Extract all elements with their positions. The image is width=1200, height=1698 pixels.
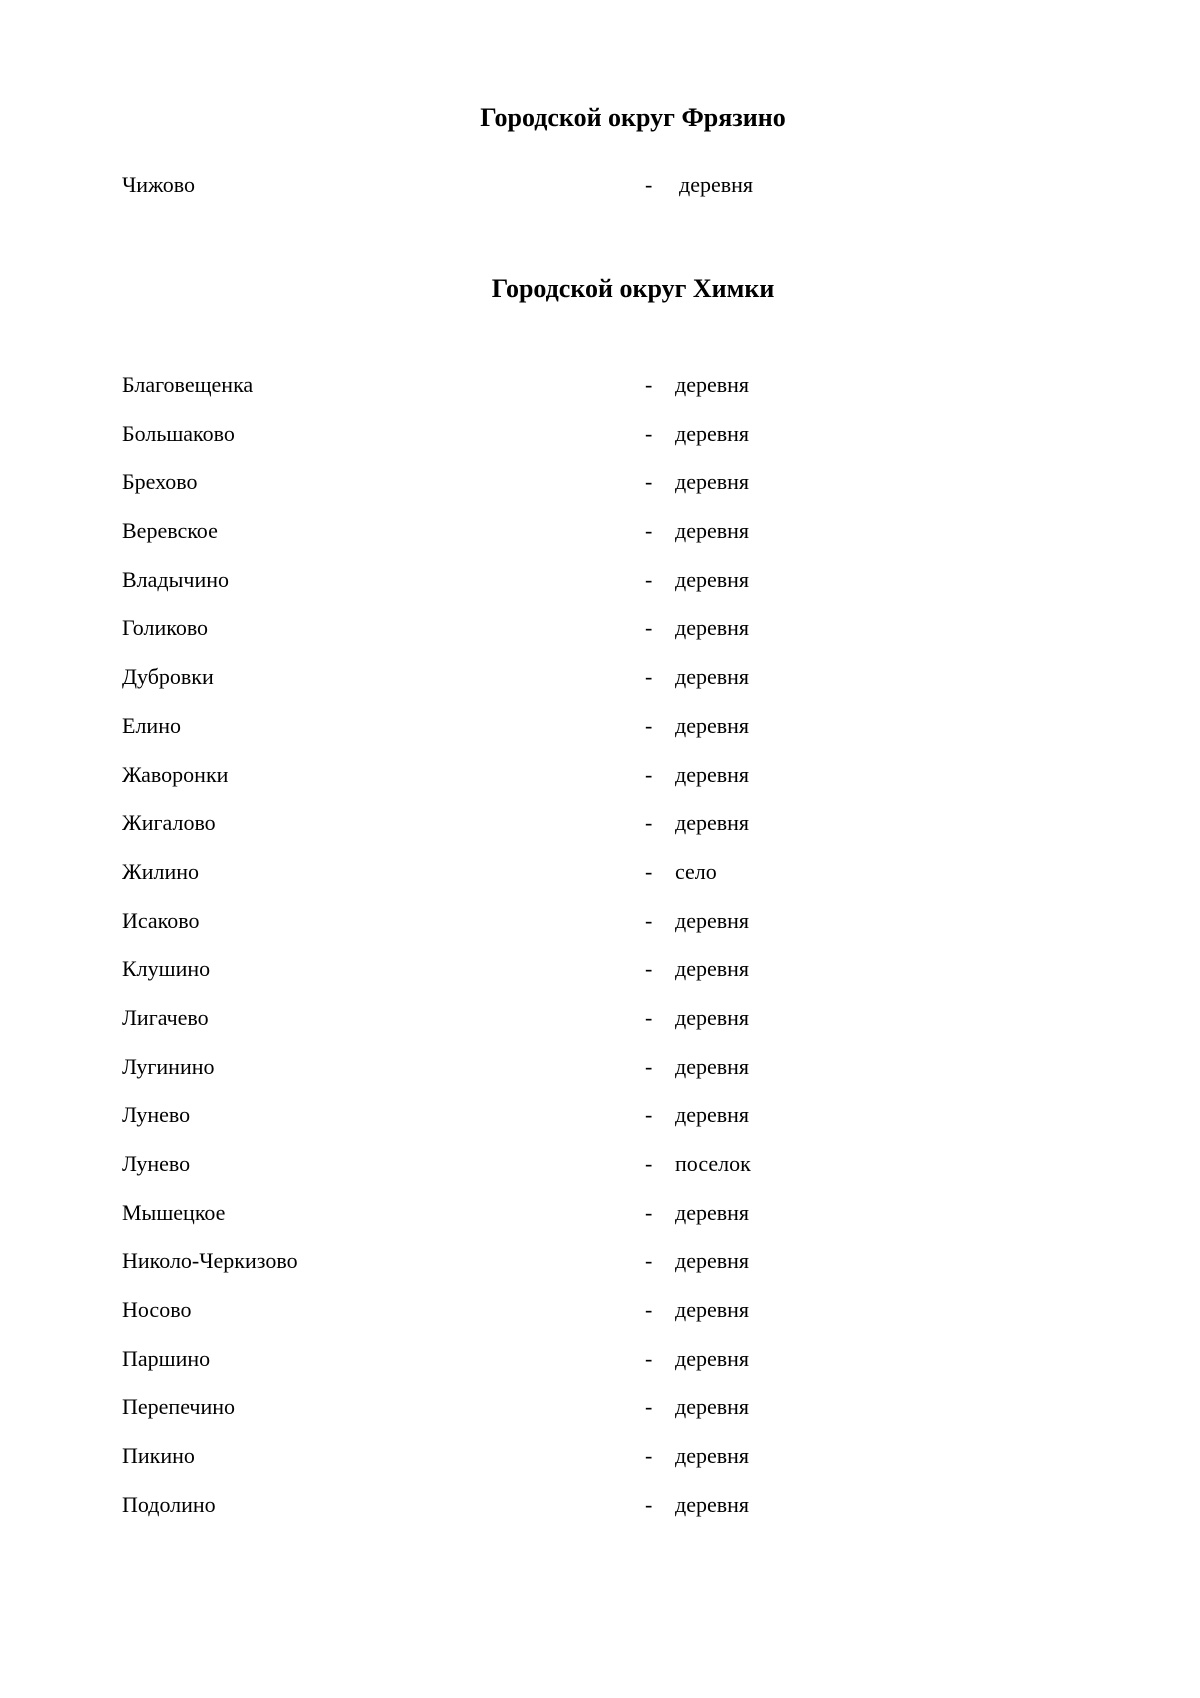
settlement-row [0, 1200, 1200, 1249]
settlement-name: Большаково [122, 420, 235, 446]
settlement-type: деревня [675, 1053, 750, 1079]
settlement-type: деревня [675, 1345, 750, 1371]
settlement-name: Лунево [122, 1151, 191, 1176]
separator-dash: - [645, 761, 653, 787]
settlement-row [0, 664, 1200, 713]
separator-dash: - [645, 810, 653, 836]
settlement-row [0, 810, 1200, 859]
settlement-type: деревня [675, 518, 750, 544]
separator-dash: - [645, 956, 653, 982]
separator-dash: - [645, 615, 653, 641]
separator-dash: - [645, 1102, 653, 1128]
settlement-type: поселок [675, 1151, 751, 1176]
settlement-type: деревня [675, 664, 750, 690]
settlement-name: Лигачево [122, 1004, 209, 1030]
settlement-name: Жилино [122, 858, 200, 884]
settlement-name: Жигалово [122, 810, 216, 836]
separator-dash: - [645, 1151, 653, 1176]
separator-dash: - [645, 1004, 653, 1030]
settlement-list [0, 372, 1200, 1541]
settlement-name: Носово [122, 1297, 192, 1323]
settlement-row [0, 859, 1200, 908]
settlement-type: деревня [675, 420, 750, 446]
separator-dash: - [645, 1394, 653, 1420]
settlement-name: Дубровки [122, 664, 214, 690]
separator-dash: - [645, 664, 653, 690]
settlement-row [0, 1443, 1200, 1492]
separator-dash: - [645, 907, 653, 933]
separator-dash: - [645, 712, 653, 738]
settlement-row [0, 372, 1200, 421]
settlement-row [0, 1492, 1200, 1541]
settlement-name: Голиково [122, 615, 209, 641]
separator-dash: - [645, 566, 653, 592]
settlement-row [0, 518, 1200, 567]
settlement-type: деревня [675, 907, 750, 933]
settlement-type: деревня [675, 1248, 750, 1274]
settlement-name: Брехово [122, 469, 198, 495]
settlement-type: деревня [675, 469, 750, 495]
separator-dash: - [645, 1199, 653, 1225]
settlement-row [0, 1102, 1200, 1151]
settlement-row [0, 1297, 1200, 1346]
section-title: Городской округ Фрязино [480, 103, 786, 132]
settlement-name: Елино [122, 712, 181, 738]
separator-dash: - [645, 372, 653, 397]
settlement-type: деревня [675, 1199, 750, 1225]
settlement-type: деревня [675, 372, 750, 397]
settlement-type: деревня [675, 1297, 750, 1323]
separator-dash: - [645, 1297, 653, 1323]
settlement-row [0, 421, 1200, 470]
separator-dash: - [645, 469, 653, 495]
settlement-name: Клушино [122, 956, 211, 982]
settlement-row [0, 567, 1200, 616]
settlement-name: Паршино [122, 1345, 211, 1371]
settlement-row [0, 469, 1200, 518]
settlement-type: деревня [675, 1491, 750, 1517]
settlement-name: Жаворонки [122, 761, 229, 787]
separator-dash: - [645, 858, 653, 884]
separator-dash: - [645, 1053, 653, 1079]
separator-dash: - [645, 1248, 653, 1274]
settlement-row [0, 1394, 1200, 1443]
settlement-name: Исаково [122, 907, 200, 933]
settlement-row [0, 956, 1200, 1005]
settlement-type: деревня [675, 1394, 750, 1420]
settlement-type: село [675, 858, 717, 884]
settlement-type: деревня [675, 810, 750, 836]
settlement-name: Лугинино [122, 1053, 215, 1079]
separator-dash: - [645, 172, 653, 197]
settlement-type: деревня [675, 1004, 750, 1030]
settlement-row [0, 1005, 1200, 1054]
settlement-row [0, 713, 1200, 762]
separator-dash: - [645, 420, 653, 446]
settlement-name: Пикино [122, 1443, 195, 1469]
settlement-type: деревня [675, 956, 750, 982]
settlement-row [0, 1346, 1200, 1395]
settlement-type: деревня [675, 761, 750, 787]
settlement-name: Благовещенка [122, 372, 254, 397]
settlement-list [0, 172, 1200, 221]
settlement-type: деревня [675, 1443, 750, 1469]
settlement-type: деревня [675, 712, 750, 738]
settlement-row [0, 1054, 1200, 1103]
settlement-name: Перепечино [122, 1394, 236, 1420]
settlement-row [0, 615, 1200, 664]
settlement-row [0, 172, 1200, 221]
settlement-name: Лунево [122, 1102, 191, 1128]
settlement-type: деревня [675, 566, 750, 592]
settlement-row [0, 1248, 1200, 1297]
settlement-type: деревня [675, 1102, 750, 1128]
settlement-name: Веревское [122, 518, 218, 544]
settlement-name: Николо-Черкизово [122, 1248, 298, 1274]
settlement-row [0, 762, 1200, 811]
settlement-type: деревня [675, 615, 750, 641]
settlement-name: Подолино [122, 1491, 216, 1517]
settlement-row [0, 908, 1200, 957]
settlement-type: деревня [679, 172, 754, 197]
separator-dash: - [645, 1443, 653, 1469]
separator-dash: - [645, 1491, 653, 1517]
separator-dash: - [645, 1345, 653, 1371]
settlement-name: Владычино [122, 566, 230, 592]
settlement-name: Мышецкое [122, 1199, 226, 1225]
section-title: Городской округ Химки [491, 274, 775, 303]
settlement-name: Чижово [122, 172, 195, 197]
settlement-row [0, 1151, 1200, 1200]
separator-dash: - [645, 518, 653, 544]
